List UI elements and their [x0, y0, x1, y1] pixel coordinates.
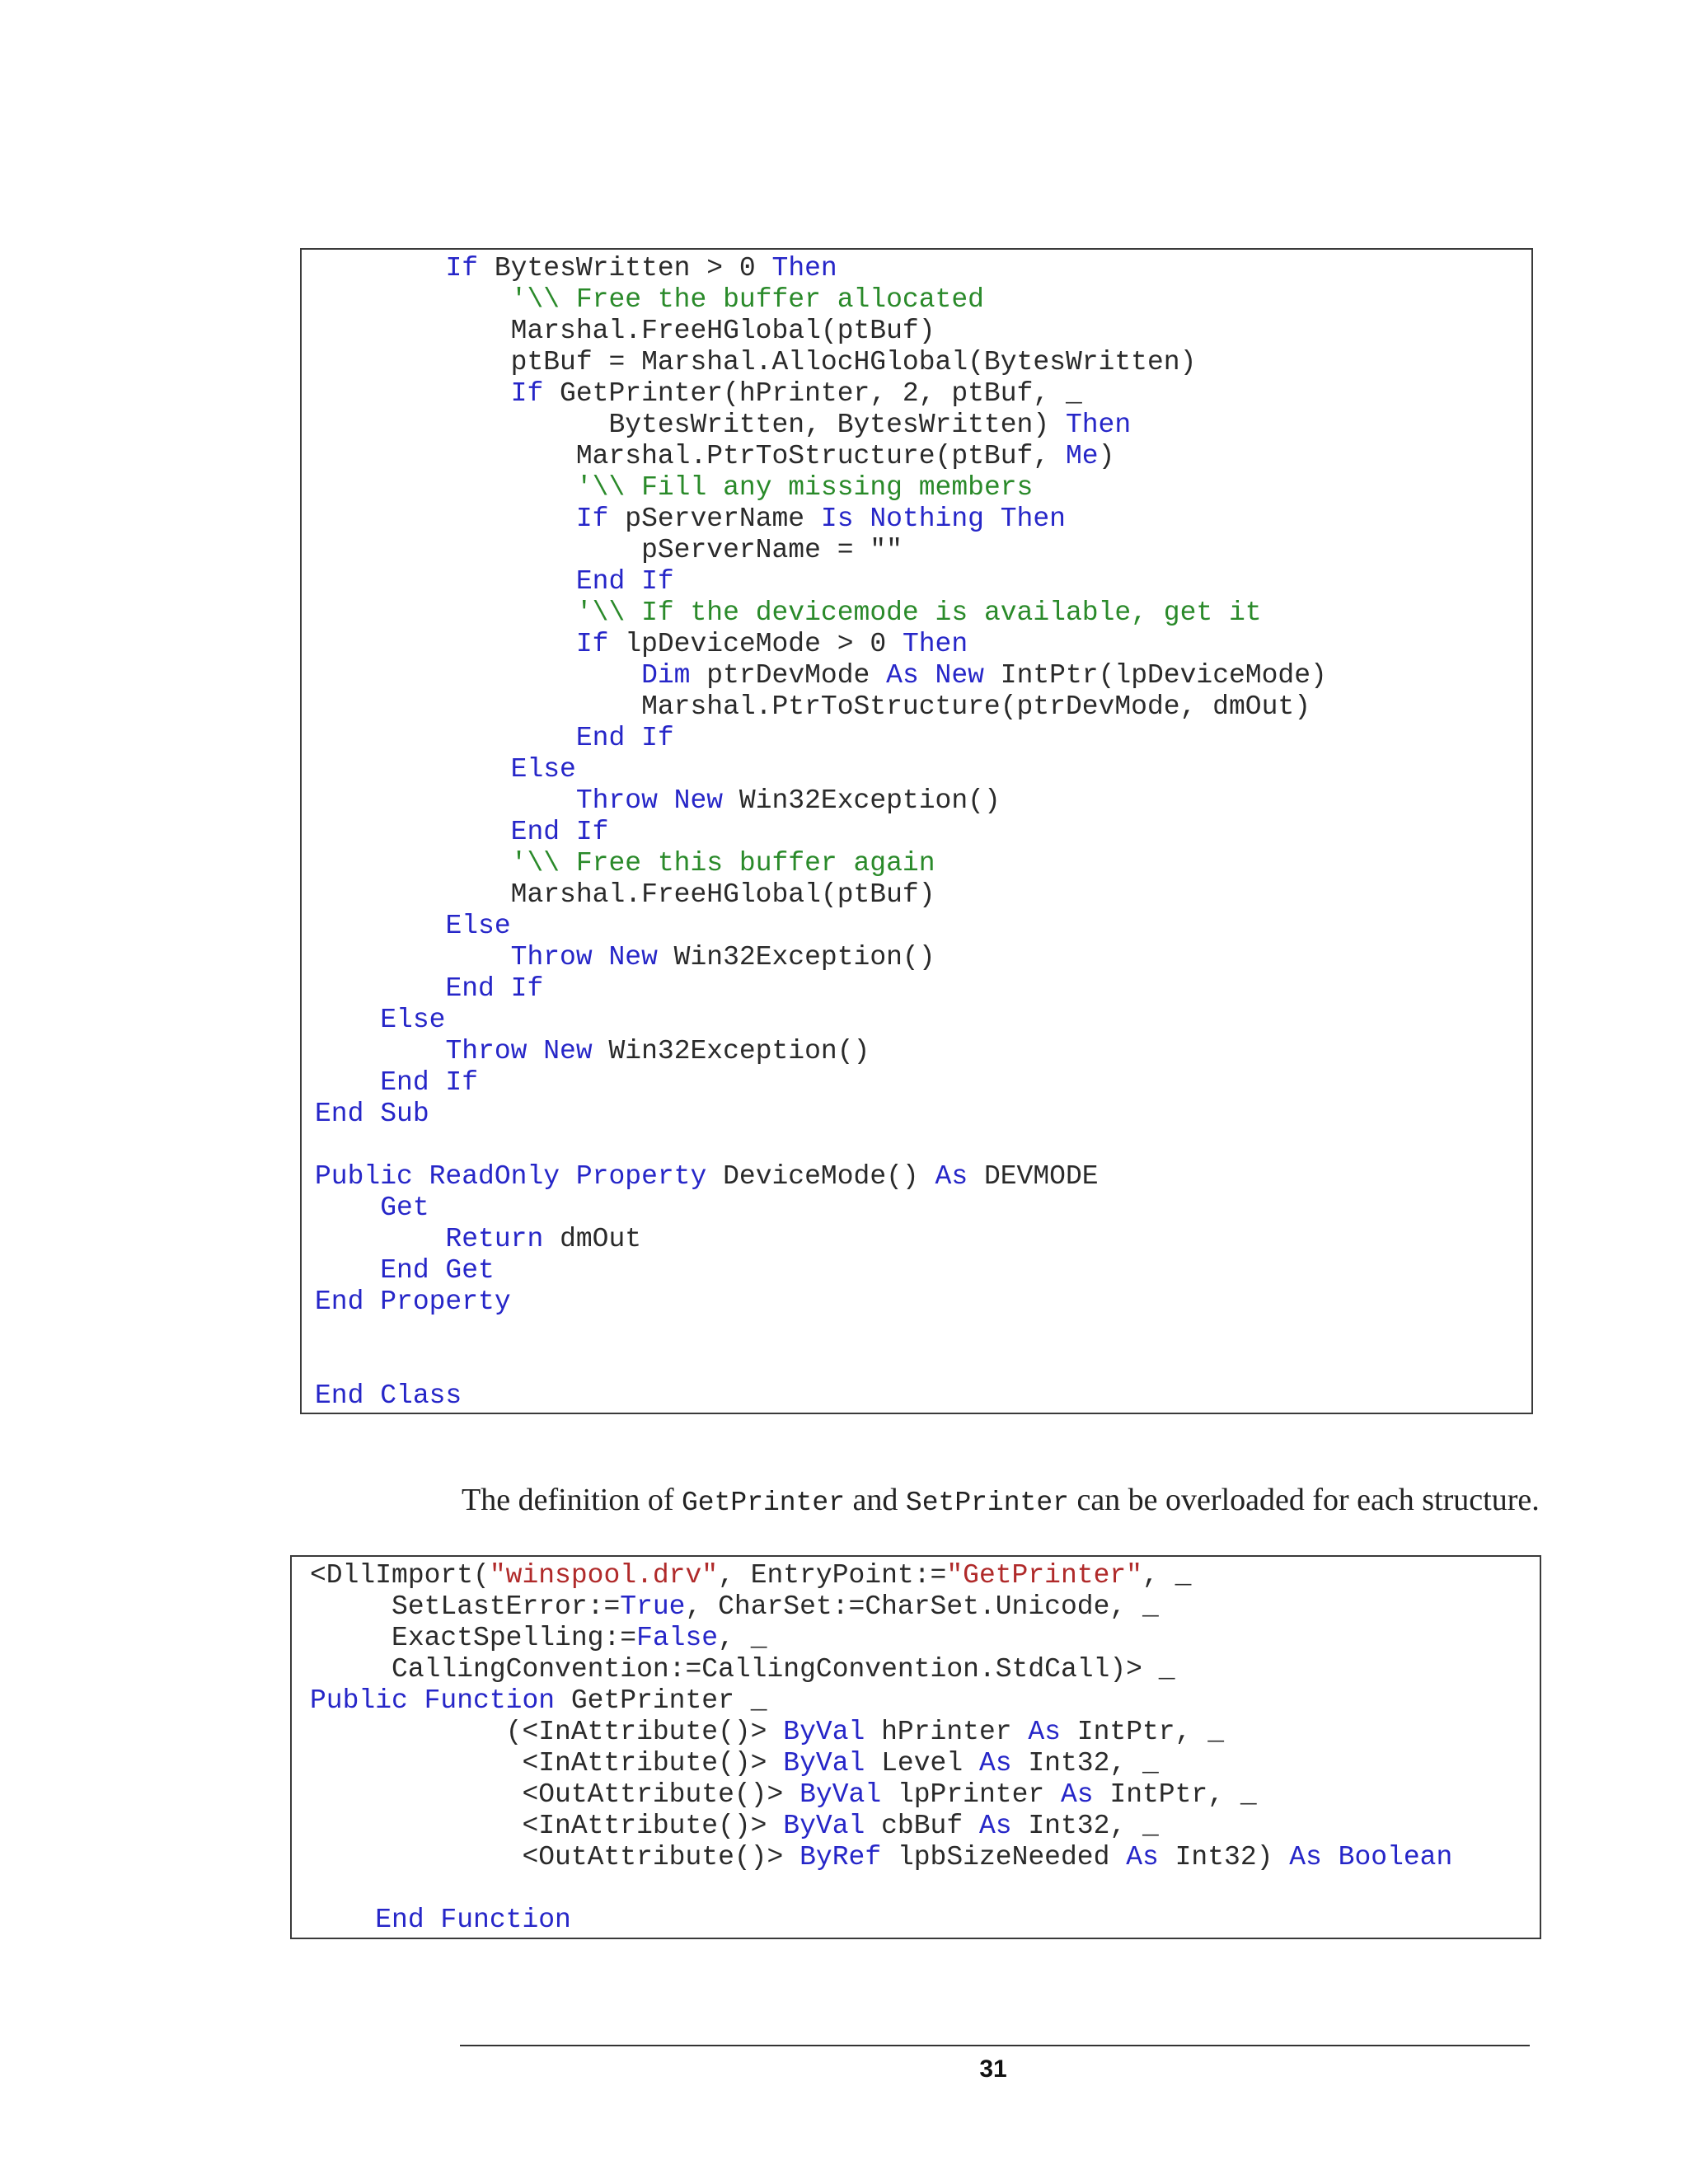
code-text: <OutAttribute()>: [310, 1779, 800, 1810]
code-line: [315, 1005, 1327, 1036]
code-comment: '\\ If the devicemode is available, get it: [575, 598, 1262, 628]
code-keyword: ByVal: [799, 1779, 882, 1810]
code-line: [315, 410, 1327, 441]
code-text: DeviceMode(): [706, 1161, 935, 1192]
code-text: [315, 1005, 380, 1035]
inline-code-getprinter: GetPrinter: [681, 1488, 846, 1518]
code-text: [315, 598, 576, 628]
inline-code-setprinter: SetPrinter: [905, 1488, 1069, 1518]
code-keyword: If: [445, 253, 479, 284]
code-text: IntPtr(lpDeviceMode): [983, 660, 1327, 691]
code-text: pServerName: [608, 504, 821, 534]
page-number: 31: [979, 2055, 1007, 2083]
code-text: [315, 785, 576, 816]
code-line: [315, 754, 1327, 785]
code-text: [315, 1193, 380, 1223]
code-string: "winspool.drv": [489, 1560, 719, 1591]
code-line: [315, 284, 1327, 316]
code-text: cbBuf: [865, 1811, 979, 1841]
code-line: [315, 472, 1327, 504]
code-keyword: End Property: [315, 1286, 511, 1317]
code-text: CallingConvention:=CallingConvention.StdCall)> _: [310, 1654, 1175, 1685]
code-keyword: End If: [445, 973, 544, 1004]
code-text: <DllImport(: [310, 1560, 490, 1591]
code-line: [315, 1193, 1327, 1224]
code-text: [315, 660, 641, 691]
code-text: , EntryPoint:=: [718, 1560, 947, 1591]
code-keyword: As: [935, 1161, 968, 1192]
code-keyword: End Get: [380, 1255, 495, 1286]
code-keyword: If: [575, 629, 609, 659]
code-keyword: Public ReadOnly Property: [315, 1161, 707, 1192]
code-keyword: Is Nothing Then: [820, 504, 1066, 534]
code-keyword: End If: [510, 817, 609, 847]
code-line: [315, 566, 1327, 598]
code-text: [315, 284, 511, 315]
code-keyword: Dim: [641, 660, 691, 691]
code-text: Int32, _: [1011, 1811, 1159, 1841]
code-line: [315, 911, 1327, 942]
code-comment: '\\ Fill any missing members: [575, 472, 1034, 503]
code-line: [315, 378, 1327, 410]
code-text: hPrinter: [865, 1717, 1029, 1747]
code-keyword: End Class: [315, 1380, 462, 1411]
code-line: [310, 1685, 1452, 1717]
code-text: [310, 1905, 375, 1935]
code-block-dllimport: [290, 1555, 1541, 1939]
code-text: IntPtr, _: [1093, 1779, 1257, 1810]
code-keyword: If: [510, 378, 544, 409]
code-keyword: False: [636, 1623, 719, 1653]
code-keyword: As: [1028, 1717, 1061, 1747]
body-paragraph: [462, 1482, 1540, 1518]
code-text: Win32Exception(): [723, 785, 1001, 816]
code-keyword: ByVal: [783, 1717, 865, 1747]
footer-rule: [460, 2045, 1530, 2046]
code-line: [310, 1842, 1452, 1873]
code-string: "GetPrinter": [946, 1560, 1142, 1591]
code-keyword: Throw New: [510, 942, 658, 972]
code-line: [315, 1255, 1327, 1286]
paragraph-text: can be overloaded for each structure.: [1068, 1483, 1540, 1517]
code-keyword: End Function: [375, 1905, 571, 1935]
code-text: lpPrinter: [881, 1779, 1061, 1810]
code-line: [315, 785, 1327, 817]
code-text: [315, 754, 511, 785]
code-text: [315, 566, 576, 597]
code-text: [315, 1255, 380, 1286]
code-keyword: True: [620, 1591, 686, 1622]
code-text: , _: [718, 1623, 767, 1653]
code-text: Win32Exception(): [592, 1036, 870, 1066]
code-text: <InAttribute()>: [310, 1748, 784, 1779]
code-text: BytesWritten > 0: [478, 253, 772, 284]
code-line: [310, 1591, 1452, 1623]
code-text: Int32): [1158, 1842, 1290, 1872]
code-line: [315, 973, 1327, 1005]
code-listing: [310, 1560, 1452, 1936]
code-text: IntPtr, _: [1060, 1717, 1225, 1747]
code-text: GetPrinter _: [555, 1685, 767, 1716]
code-text: (<InAttribute()>: [310, 1717, 784, 1747]
code-text: BytesWritten, BytesWritten): [315, 410, 1066, 440]
code-line: [310, 1623, 1452, 1654]
code-line: [315, 942, 1327, 973]
code-line: [315, 1318, 1327, 1349]
code-line: [315, 817, 1327, 848]
code-text: ptBuf = Marshal.AllocHGlobal(BytesWritten): [315, 347, 1197, 377]
code-keyword: Return: [445, 1224, 544, 1254]
code-text: [315, 253, 445, 284]
code-line: [310, 1654, 1452, 1685]
code-keyword: As: [978, 1811, 1012, 1841]
code-keyword: Else: [380, 1005, 446, 1035]
code-keyword: As: [978, 1748, 1012, 1779]
code-listing: [315, 253, 1327, 1412]
code-text: [315, 1224, 445, 1254]
code-comment: '\\ Free the buffer allocated: [510, 284, 984, 315]
code-keyword: As Boolean: [1289, 1842, 1453, 1872]
code-line: [315, 504, 1327, 535]
code-text: SetLastError:=: [310, 1591, 621, 1622]
code-text: , _: [1142, 1560, 1192, 1591]
code-keyword: As New: [886, 660, 984, 691]
code-keyword: Else: [445, 911, 511, 941]
code-keyword: Then: [1065, 410, 1132, 440]
code-text: lpDeviceMode > 0: [608, 629, 903, 659]
code-text: [315, 378, 511, 409]
code-keyword: Public Function: [310, 1685, 556, 1716]
code-line: [315, 1130, 1327, 1161]
code-text: [315, 629, 576, 659]
code-keyword: End If: [380, 1067, 479, 1098]
code-text: GetPrinter(hPrinter, 2, ptBuf, _: [543, 378, 1082, 409]
code-text: Marshal.PtrToStructure(ptrDevMode, dmOut): [315, 691, 1311, 722]
code-keyword: Then: [902, 629, 968, 659]
code-text: [315, 1036, 445, 1066]
code-block-end-of-class: [300, 248, 1533, 1414]
code-keyword: ByVal: [783, 1748, 865, 1779]
code-line: [310, 1905, 1452, 1936]
code-text: Level: [865, 1748, 979, 1779]
code-text: [315, 1067, 380, 1098]
code-text: ): [1098, 441, 1115, 471]
code-keyword: End If: [575, 723, 674, 753]
code-keyword: Me: [1065, 441, 1099, 471]
code-line: [315, 316, 1327, 347]
code-keyword: End Sub: [315, 1099, 429, 1129]
code-keyword: Throw New: [445, 1036, 593, 1066]
code-line: [315, 1224, 1327, 1255]
code-text: ExactSpelling:=: [310, 1623, 637, 1653]
code-line: [310, 1560, 1452, 1591]
code-line: [315, 1161, 1327, 1193]
code-line: [315, 629, 1327, 660]
code-text: <OutAttribute()>: [310, 1842, 800, 1872]
code-keyword: As: [1126, 1842, 1159, 1872]
code-text: <InAttribute()>: [310, 1811, 784, 1841]
code-text: Marshal.FreeHGlobal(ptBuf): [315, 316, 935, 346]
code-line: [310, 1717, 1452, 1748]
code-line: [315, 691, 1327, 723]
code-line: [315, 347, 1327, 378]
code-keyword: If: [575, 504, 609, 534]
code-text: , CharSet:=CharSet.Unicode, _: [685, 1591, 1159, 1622]
code-line: [315, 1380, 1327, 1412]
code-text: Marshal.FreeHGlobal(ptBuf): [315, 879, 935, 910]
paragraph-text: The definition of: [462, 1483, 682, 1517]
paragraph-text: and: [845, 1483, 906, 1517]
code-line: [315, 723, 1327, 754]
code-text: [315, 723, 576, 753]
code-line: [315, 535, 1327, 566]
code-keyword: Throw New: [575, 785, 724, 816]
code-text: DEVMODE: [968, 1161, 1099, 1192]
code-keyword: Get: [380, 1193, 429, 1223]
code-line: [310, 1873, 1452, 1905]
code-line: [315, 1286, 1327, 1318]
code-text: [315, 817, 511, 847]
code-line: [315, 1067, 1327, 1099]
code-text: Win32Exception(): [657, 942, 935, 972]
code-line: [315, 1349, 1327, 1380]
code-line: [315, 598, 1327, 629]
code-keyword: Else: [510, 754, 576, 785]
code-line: [315, 1036, 1327, 1067]
code-comment: '\\ Free this buffer again: [510, 848, 935, 879]
code-line: [310, 1779, 1452, 1811]
code-text: [315, 942, 511, 972]
code-keyword: ByVal: [783, 1811, 865, 1841]
code-keyword: End If: [575, 566, 674, 597]
code-line: [315, 879, 1327, 911]
code-line: [310, 1748, 1452, 1779]
code-text: Marshal.PtrToStructure(ptBuf,: [315, 441, 1066, 471]
code-line: [315, 253, 1327, 284]
code-keyword: As: [1060, 1779, 1094, 1810]
code-text: [315, 472, 576, 503]
code-line: [315, 660, 1327, 691]
code-text: pServerName = "": [315, 535, 903, 565]
code-text: Int32, _: [1011, 1748, 1159, 1779]
code-text: [315, 973, 445, 1004]
code-keyword: Then: [771, 253, 837, 284]
code-line: [315, 848, 1327, 879]
code-line: [315, 1099, 1327, 1130]
code-text: lpbSizeNeeded: [881, 1842, 1127, 1872]
code-line: [310, 1811, 1452, 1842]
code-text: [315, 848, 511, 879]
code-text: [315, 911, 445, 941]
code-text: ptrDevMode: [690, 660, 887, 691]
code-line: [315, 441, 1327, 472]
code-keyword: ByRef: [799, 1842, 882, 1872]
code-text: dmOut: [543, 1224, 642, 1254]
code-text: [315, 504, 576, 534]
